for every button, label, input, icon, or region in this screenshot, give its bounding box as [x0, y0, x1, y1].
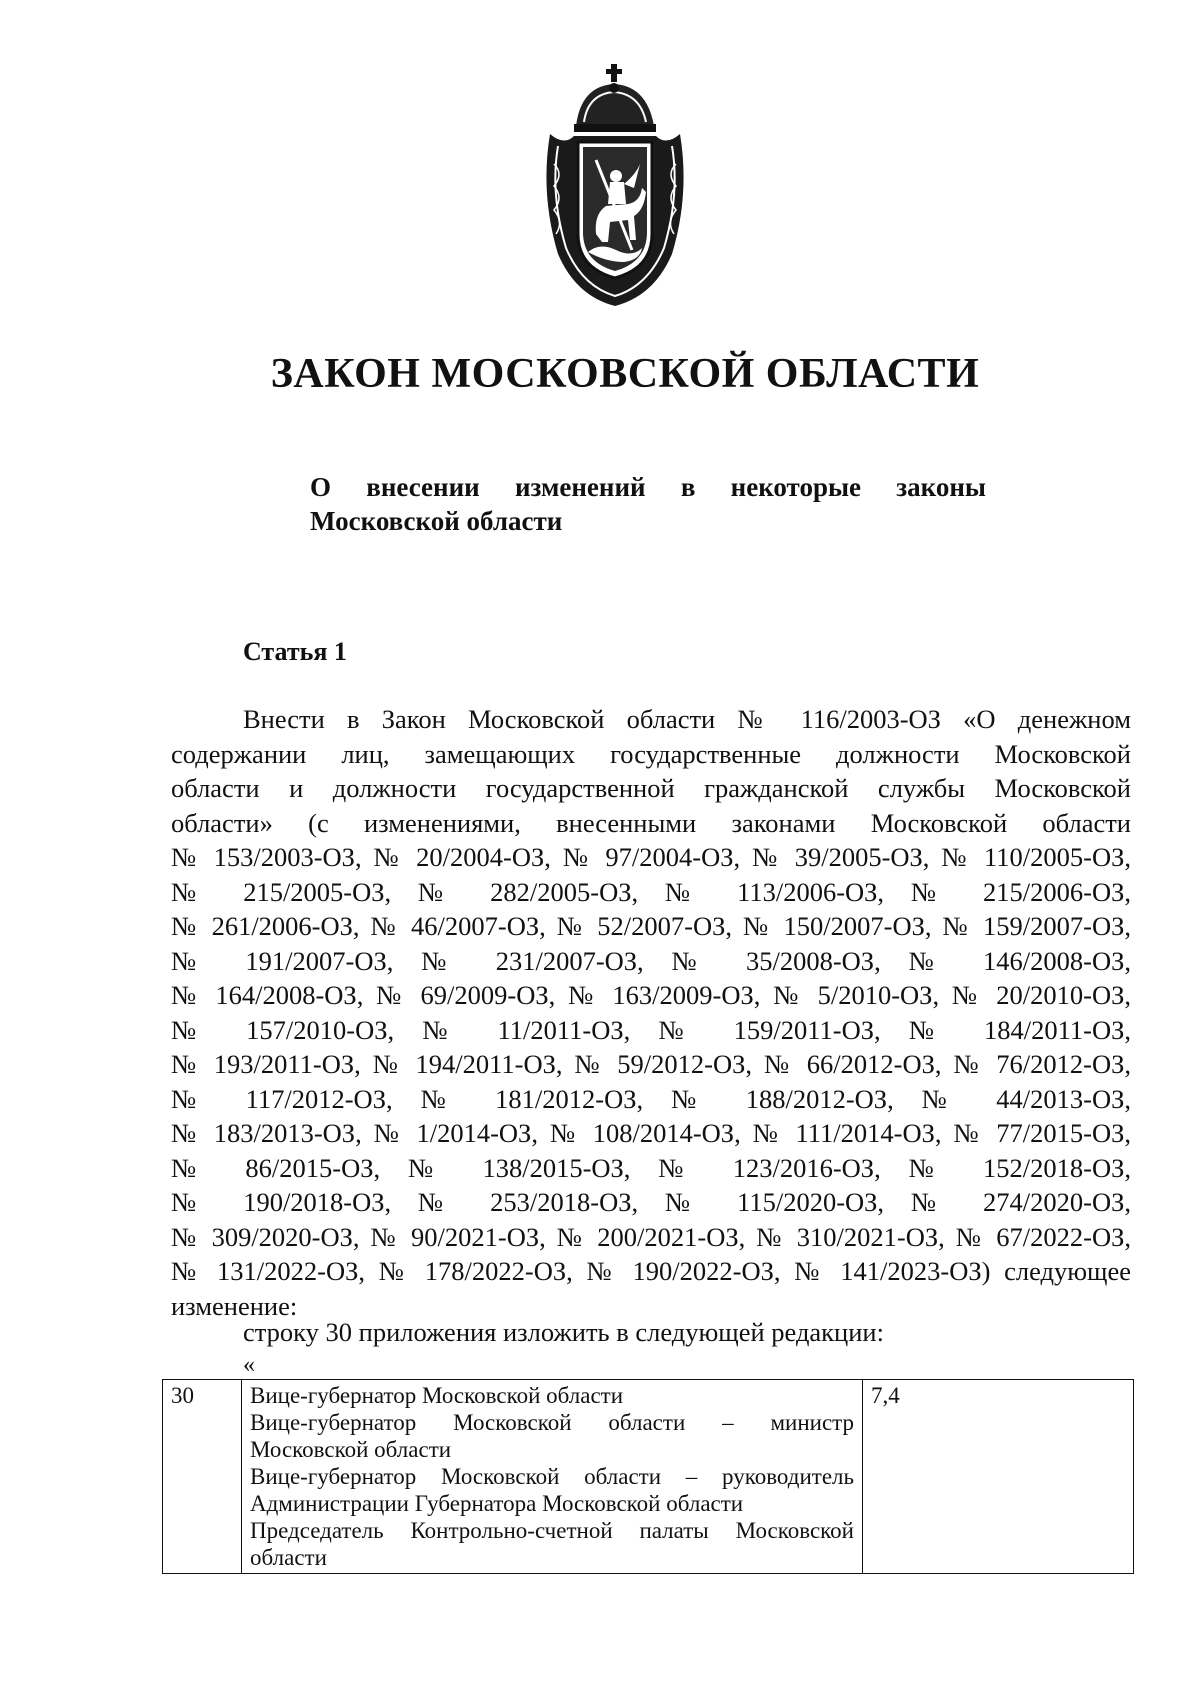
coat-of-arms-emblem: [536, 64, 694, 309]
law-subject: [310, 470, 986, 538]
law-subject-line-2: Московской области: [310, 506, 563, 536]
amendment-instruction: строку 30 приложения изложить в следующей редакции:: [243, 1317, 884, 1347]
article-line: № 117/2012-ОЗ, № 181/2012-ОЗ, № 188/2012-ОЗ, № 44/2013-ОЗ,: [171, 1083, 1131, 1114]
article-line: № 157/2010-ОЗ, № 11/2011-ОЗ, № 159/2011-ОЗ, № 184/2011-ОЗ,: [171, 1014, 1131, 1045]
coefficient-cell: 7,4: [863, 1380, 1134, 1574]
article-line: области и должности государственной гражданской службы Московской: [171, 773, 1131, 803]
position-line: Вице-губернатор Московской области: [250, 1383, 624, 1408]
row-number-cell: 30: [163, 1380, 242, 1574]
article-line: № 215/2005-ОЗ, № 282/2005-ОЗ, № 113/2006-ОЗ, № 215/2006-ОЗ,: [171, 876, 1131, 907]
table-row: [163, 1380, 1134, 1574]
article-heading: Статья 1: [243, 637, 347, 666]
article-line: № 153/2003-ОЗ, № 20/2004-ОЗ, № 97/2004-ОЗ, № 39/2005-ОЗ, № 110/2005-ОЗ,: [171, 842, 1131, 872]
article-line: № 164/2008-ОЗ, № 69/2009-ОЗ, № 163/2009-ОЗ, № 5/2010-ОЗ, № 20/2010-ОЗ,: [171, 980, 1131, 1010]
article-line: области» (с изменениями, внесенными законами Московской области: [171, 807, 1131, 838]
amendment-table: [162, 1379, 1134, 1574]
position-line: Московской области: [250, 1437, 452, 1462]
position-line: Администрации Губернатора Московской области: [250, 1491, 744, 1516]
article-line: № 131/2022-ОЗ, № 178/2022-ОЗ, № 190/2022-ОЗ, № 141/2023-ОЗ) следующее: [171, 1256, 1131, 1286]
law-subject-line-1: О внесении изменений в некоторые законы: [310, 472, 986, 502]
article-line: Внести в Закон Московской области № 116/2003-ОЗ «О денежном: [243, 704, 1131, 734]
article-line: № 86/2015-ОЗ, № 138/2015-ОЗ, № 123/2016-ОЗ, № 152/2018-ОЗ,: [171, 1152, 1131, 1183]
article-line: изменение:: [171, 1290, 298, 1321]
position-line: Вице-губернатор Московской области – министр: [250, 1410, 854, 1435]
law-title: ЗАКОН МОСКОВСКОЙ ОБЛАСТИ: [270, 351, 980, 397]
article-line: № 190/2018-ОЗ, № 253/2018-ОЗ, № 115/2020-ОЗ, № 274/2020-ОЗ,: [171, 1187, 1131, 1217]
article-line: содержании лиц, замещающих государственные должности Московской: [171, 738, 1131, 769]
article-line: № 309/2020-ОЗ, № 90/2021-ОЗ, № 200/2021-ОЗ, № 310/2021-ОЗ, № 67/2022-ОЗ,: [171, 1221, 1131, 1252]
position-line: области: [250, 1545, 327, 1570]
article-body: [171, 702, 1131, 1323]
article-line: № 183/2013-ОЗ, № 1/2014-ОЗ, № 108/2014-ОЗ, № 111/2014-ОЗ, № 77/2015-ОЗ,: [171, 1118, 1131, 1148]
position-cell: [242, 1380, 863, 1574]
position-line: Председатель Контрольно-счетной палаты Московской: [250, 1518, 854, 1543]
opening-quote-mark: «: [243, 1352, 255, 1378]
article-line: № 193/2011-ОЗ, № 194/2011-ОЗ, № 59/2012-ОЗ, № 66/2012-ОЗ, № 76/2012-ОЗ,: [171, 1049, 1131, 1079]
article-line: № 191/2007-ОЗ, № 231/2007-ОЗ, № 35/2008-ОЗ, № 146/2008-ОЗ,: [171, 945, 1131, 976]
article-line: № 261/2006-ОЗ, № 46/2007-ОЗ, № 52/2007-ОЗ, № 150/2007-ОЗ, № 159/2007-ОЗ,: [171, 911, 1131, 941]
position-line: Вице-губернатор Московской области – руководитель: [250, 1464, 854, 1489]
